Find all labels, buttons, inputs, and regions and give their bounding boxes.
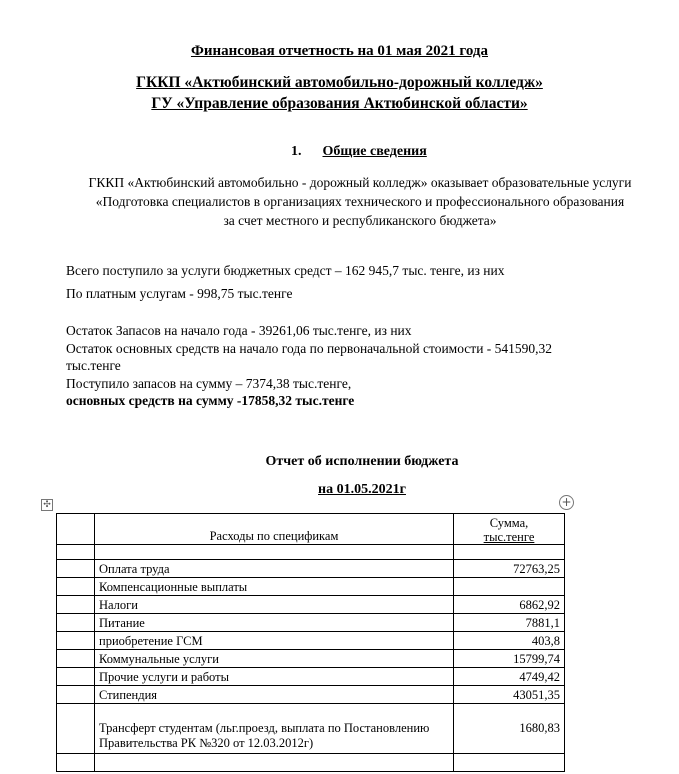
intro-line-2: «Подготовка специалистов в организациях технического и профессионального образования xyxy=(95,194,625,209)
row-value: 72763,25 xyxy=(454,560,565,578)
intro-line-1: ГККП «Актюбинский автомобильно - дорожный колледж» оказывает образовательные услуги xyxy=(88,175,632,190)
row-name: Стипендия xyxy=(95,686,454,704)
table-spacer-row xyxy=(57,545,565,560)
row-name: Оплата труда xyxy=(95,560,454,578)
row-value: 7881,1 xyxy=(454,614,565,632)
row-value: 1680,83 xyxy=(454,704,565,754)
report-date: на 01.05.2021г xyxy=(318,482,406,497)
row-name: Трансферт студентам (льг.проезд, выплата по Постановлению Правительства РК №320 от 12.03.2012г) xyxy=(95,704,454,754)
row-value: 6862,92 xyxy=(454,596,565,614)
column-header-description: Расходы по спецификам xyxy=(95,514,454,545)
document-title: Финансовая отчетность на 01 мая 2021 года xyxy=(190,43,489,59)
row-name: Питание xyxy=(95,614,454,632)
table-move-handle-icon[interactable]: ✣ xyxy=(41,499,53,511)
row-value: 4749,42 xyxy=(454,668,565,686)
total-income: Всего поступило за услуги бюджетных средст – 162 945,7 тыс. тенге, из них xyxy=(66,263,505,278)
table-row xyxy=(57,632,565,650)
report-title: Отчет об исполнении бюджета xyxy=(265,454,459,469)
table-row xyxy=(57,578,565,596)
inventory-received: Поступило запасов на сумму – 7374,38 тыс.тенге, xyxy=(66,375,352,391)
budget-table xyxy=(56,513,565,772)
organization-name: ГККП «Актюбинский автомобильно-дорожный колледж» xyxy=(136,74,543,91)
row-value xyxy=(454,578,565,596)
fixed-assets-received: основных средств на сумму -17858,32 тыс.тенге xyxy=(66,393,355,408)
row-name: Коммунальные услуги xyxy=(95,650,454,668)
inventory-balance: Остаток Запасов на начало года - 39261,06 тыс.тенге, из них xyxy=(66,323,412,338)
table-row xyxy=(57,704,565,754)
balances-block xyxy=(66,322,552,410)
table-row xyxy=(57,668,565,686)
paid-services-income: По платным услугам - 998,75 тыс.тенге xyxy=(66,286,293,301)
section-title: Общие сведения xyxy=(322,144,427,159)
department-name: ГУ «Управление образования Актюбинской области» xyxy=(151,95,528,112)
fixed-assets-balance: Остаток основных средств на начало года по первоначальной стоимости - 541590,32 xyxy=(66,340,553,356)
section-number: 1. xyxy=(291,144,302,159)
row-name: Налоги xyxy=(95,596,454,614)
intro-line-3: за счет местного и республиканского бюджета» xyxy=(223,213,497,228)
row-name: Прочие услуги и работы xyxy=(95,668,454,686)
table-row xyxy=(57,614,565,632)
table-header-row xyxy=(57,514,565,545)
table-row xyxy=(57,650,565,668)
table-row xyxy=(57,560,565,578)
row-value: 403,8 xyxy=(454,632,565,650)
table-row xyxy=(57,686,565,704)
table-empty-row xyxy=(57,754,565,772)
table-row xyxy=(57,596,565,614)
fixed-assets-balance-unit: тыс.тенге xyxy=(66,358,121,373)
row-value: 15799,74 xyxy=(454,650,565,668)
row-name: Компенсационные выплаты xyxy=(95,578,454,596)
column-header-sum: Сумма, тыс.тенге xyxy=(454,514,565,545)
section-heading xyxy=(291,144,427,160)
add-column-icon[interactable]: + xyxy=(559,495,574,510)
row-name: приобретение ГСМ xyxy=(95,632,454,650)
table-cell xyxy=(57,514,95,545)
row-value: 43051,35 xyxy=(454,686,565,704)
